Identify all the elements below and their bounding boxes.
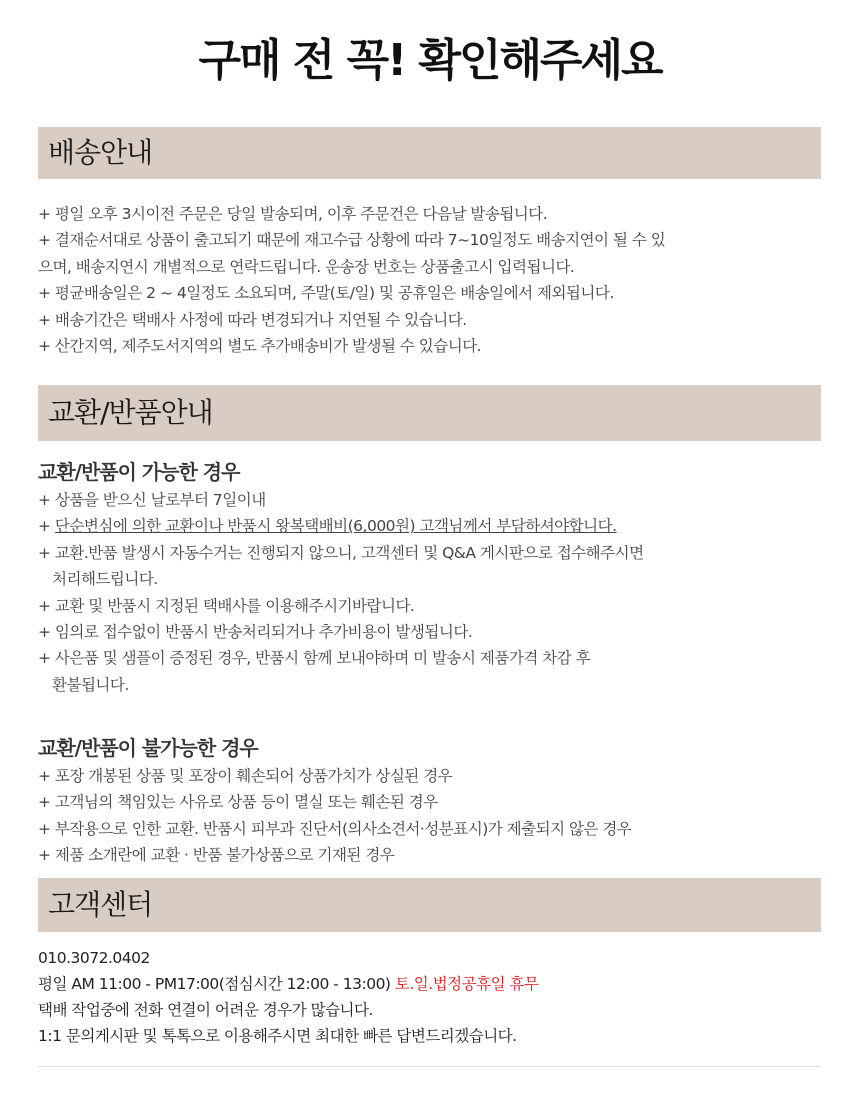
list-item: + 산간지역, 제주도서지역의 별도 추가배송비가 발생될 수 있습니다.: [38, 337, 482, 356]
possible-subheading: 교환/반품이 가능한 경우: [38, 460, 240, 484]
exchange-possible: [38, 457, 828, 698]
plus-mark: +: [38, 517, 55, 536]
cs-closed-days: 토.일.법정공휴일 휴무: [394, 975, 539, 993]
bottom-divider: [38, 1066, 821, 1067]
cs-list: [38, 945, 828, 1049]
cs-note: 택배 작업중에 전화 연결이 어려운 경우가 많습니다.: [38, 1001, 373, 1019]
cs-hours-line: [38, 971, 828, 997]
impossible-subheading: 교환/반품이 불가능한 경우: [38, 736, 258, 760]
list-item: + 배송기간은 택배사 사정에 따라 변경되거나 지연될 수 있습니다.: [38, 310, 467, 329]
section-header-customer-service: [38, 878, 821, 932]
list-item: + 평일 오후 3시이전 주문은 당일 발송되며, 이후 주문건은 다음날 발송됩니다.: [38, 205, 548, 223]
list-item: + 평균배송일은 2 ~ 4일정도 소요되며, 주말(토/일) 및 공휴일은 배송일에서 제외됩니다.: [38, 284, 614, 303]
list-item: + 임의로 접수없이 반품시 반송처리되거나 추가비용이 발생됩니다.: [38, 623, 473, 642]
list-item: 처리해드립니다.: [52, 570, 158, 589]
list-item: + 상품을 받으신 날로부터 7일이내: [38, 491, 266, 509]
possible-list: [38, 487, 828, 698]
exchange-impossible: [38, 733, 828, 869]
list-item: 환불됩니다.: [52, 675, 129, 694]
customer-service-info: [38, 945, 828, 1049]
exchange-heading: 교환/반품안내: [48, 396, 213, 429]
section-header-delivery: [38, 127, 821, 179]
section-header-exchange: [38, 385, 821, 441]
list-item: + 교환 및 반품시 지정된 택배사를 이용해주시기바랍니다.: [38, 596, 415, 615]
list-item: 으며, 배송지연시 개별적으로 연락드립니다. 운송장 번호는 상품출고시 입력됩니다.: [38, 257, 575, 276]
list-item: + 결재순서대로 상품이 출고되기 때문에 재고수급 상황에 따라 7~10일정도 배송지연이 될 수 있: [38, 231, 666, 250]
list-item: + 부작용으로 인한 교환. 반품시 피부과 진단서(의사소견서·성분표시)가 제출되지 않은 경우: [38, 819, 632, 838]
return-fee-notice: 단순변심에 의한 교환이나 반품시 왕복택배비(6,000원) 고객님께서 부담하셔야합니다.: [54, 517, 617, 536]
impossible-list: [38, 763, 828, 869]
list-item: + 교환.반품 발생시 자동수거는 진행되지 않으니, 고객센터 및 Q&A 게시판으로 접수해주시면: [38, 543, 644, 562]
cs-hours: 평일 AM 11:00 - PM17:00(점심시간 12:00 - 13:00): [38, 975, 395, 993]
list-item: [38, 513, 828, 539]
list-item: + 제품 소개란에 교환 · 반품 불가상품으로 기재된 경우: [38, 846, 395, 865]
list-item: + 고객님의 책임있는 사유로 상품 등이 멸실 또는 훼손된 경우: [38, 793, 438, 812]
delivery-heading: 배송안내: [48, 136, 153, 169]
list-item: + 사은품 및 샘플이 증정된 경우, 반품시 함께 보내야하며 미 발송시 제품가격 차감 후: [38, 649, 591, 668]
page-title: 구매 전 꼭! 확인해주세요: [198, 35, 662, 86]
delivery-list: [38, 201, 828, 359]
delivery-info: [38, 201, 828, 359]
list-item: + 포장 개봉된 상품 및 포장이 훼손되어 상품가치가 상실된 경우: [38, 767, 453, 785]
cs-heading: 고객센터: [48, 888, 153, 921]
cs-phone: 010.3072.0402: [38, 949, 150, 967]
cs-note: 1:1 문의게시판 및 톡톡으로 이용해주시면 최대한 빠른 답변드리겠습니다.: [38, 1027, 517, 1045]
